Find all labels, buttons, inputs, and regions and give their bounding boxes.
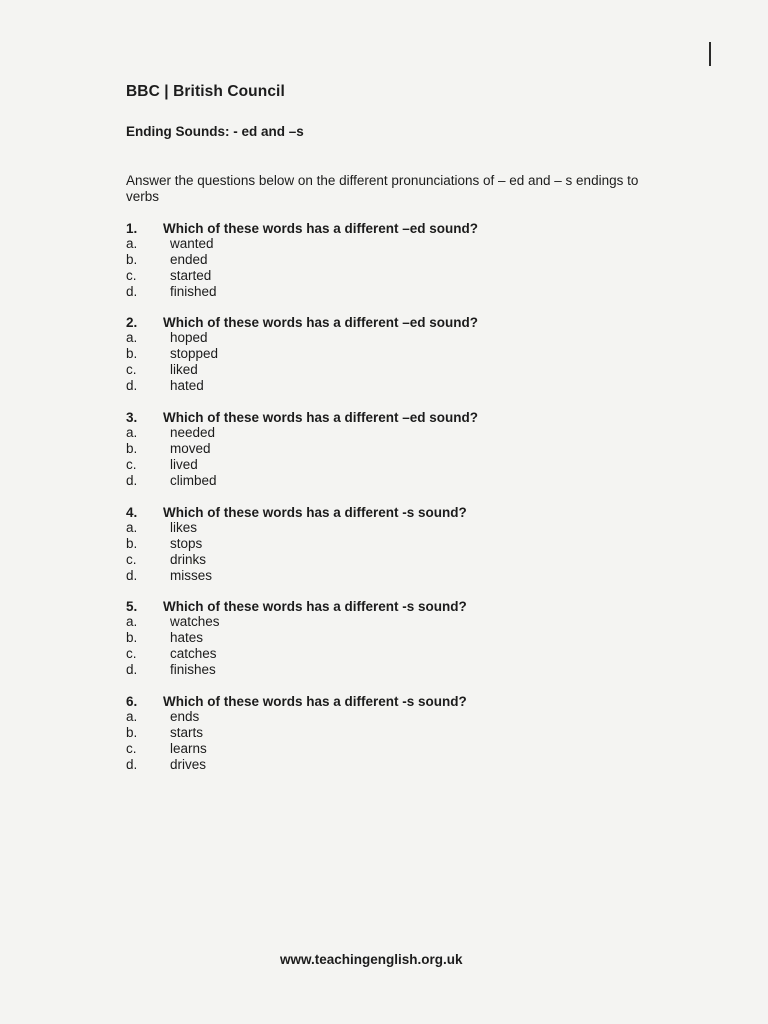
- question-number: 2.: [126, 314, 138, 330]
- option-word: misses: [170, 567, 213, 583]
- answer-option: [126, 441, 646, 457]
- answer-option: [126, 330, 646, 346]
- option-letter: a.: [126, 330, 138, 346]
- option-letter: a.: [126, 425, 138, 441]
- answer-option: [126, 377, 646, 393]
- option-word: finishes: [170, 661, 216, 677]
- option-word: finished: [170, 283, 217, 299]
- question-text: Which of these words has a different –ed sound?: [163, 314, 479, 330]
- option-letter: c.: [126, 645, 137, 661]
- option-letter: c.: [126, 361, 137, 377]
- option-letter: d.: [126, 661, 138, 677]
- option-word: likes: [170, 520, 198, 536]
- question-text: Which of these words has a different -s sound?: [163, 693, 467, 709]
- question-number: 6.: [126, 693, 138, 709]
- question-text: Which of these words has a different -s sound?: [163, 598, 467, 614]
- question-number: 5.: [126, 598, 138, 614]
- answer-option: [126, 236, 646, 252]
- answer-option: [126, 661, 646, 677]
- option-letter: b.: [126, 346, 138, 362]
- option-word: started: [170, 267, 212, 283]
- question-number: 4.: [126, 504, 138, 520]
- question-3: [126, 409, 646, 488]
- answer-option: [126, 709, 646, 725]
- question-number: 1.: [126, 220, 138, 236]
- instructions-text: Answer the questions below on the different pronunciations of – ed and – s endings to verbs: [126, 173, 639, 204]
- option-letter: b.: [126, 630, 138, 646]
- question-heading: [126, 409, 646, 425]
- answer-option: [126, 567, 646, 583]
- question-text: Which of these words has a different –ed sound?: [163, 409, 479, 425]
- option-letter: c.: [126, 740, 137, 756]
- question-5: [126, 598, 646, 677]
- option-word: stops: [170, 536, 203, 552]
- question-heading: [126, 314, 646, 330]
- option-word: needed: [170, 425, 216, 441]
- option-word: moved: [170, 441, 211, 457]
- document-header: BBC | British Council: [126, 83, 285, 100]
- option-word: watches: [170, 614, 220, 630]
- answer-option: [126, 472, 646, 488]
- answer-option: [126, 252, 646, 268]
- option-letter: a.: [126, 614, 138, 630]
- question-text: Which of these words has a different -s sound?: [163, 504, 467, 520]
- option-letter: b.: [126, 441, 138, 457]
- option-word: wanted: [170, 236, 214, 252]
- option-word: stopped: [170, 346, 219, 362]
- answer-option: [126, 268, 646, 284]
- answer-option: [126, 646, 646, 662]
- answer-option: [126, 362, 646, 378]
- option-letter: d.: [126, 756, 138, 772]
- answer-option: [126, 725, 646, 741]
- option-letter: d.: [126, 567, 138, 583]
- option-letter: b.: [126, 536, 138, 552]
- scan-edge-mark: [709, 42, 711, 66]
- answer-option: [126, 756, 646, 772]
- question-6: [126, 693, 646, 772]
- option-letter: c.: [126, 456, 137, 472]
- option-word: liked: [170, 361, 198, 377]
- answer-option: [126, 614, 646, 630]
- question-heading: [126, 220, 646, 236]
- answer-option: [126, 741, 646, 757]
- question-4: [126, 504, 646, 583]
- option-letter: a.: [126, 520, 138, 536]
- option-word: starts: [170, 725, 204, 741]
- option-word: hoped: [170, 330, 208, 346]
- option-letter: c.: [126, 551, 137, 567]
- question-heading: [126, 693, 646, 709]
- option-word: lived: [170, 456, 198, 472]
- option-letter: d.: [126, 472, 138, 488]
- answer-option: [126, 346, 646, 362]
- question-number: 3.: [126, 409, 138, 425]
- option-word: drinks: [170, 551, 207, 567]
- footer-website-link[interactable]: www.teachingenglish.org.uk: [280, 952, 463, 967]
- option-word: learns: [170, 740, 207, 756]
- option-word: ended: [170, 252, 208, 268]
- option-letter: b.: [126, 252, 138, 268]
- option-letter: b.: [126, 725, 138, 741]
- question-heading: [126, 504, 646, 520]
- question-1: [126, 220, 646, 299]
- answer-option: [126, 283, 646, 299]
- option-letter: a.: [126, 236, 138, 252]
- option-word: catches: [170, 645, 217, 661]
- option-word: hates: [170, 630, 204, 646]
- answer-option: [126, 520, 646, 536]
- answer-option: [126, 630, 646, 646]
- question-text: Which of these words has a different –ed sound?: [163, 220, 479, 236]
- option-letter: d.: [126, 377, 138, 393]
- answer-option: [126, 425, 646, 441]
- worksheet-title: Ending Sounds: - ed and –s: [126, 124, 304, 139]
- question-2: [126, 314, 646, 393]
- option-word: hated: [170, 377, 204, 393]
- answer-option: [126, 536, 646, 552]
- option-word: ends: [170, 709, 200, 725]
- question-heading: [126, 598, 646, 614]
- option-letter: c.: [126, 267, 137, 283]
- option-letter: a.: [126, 709, 138, 725]
- option-word: climbed: [170, 472, 217, 488]
- option-word: drives: [170, 756, 207, 772]
- answer-option: [126, 552, 646, 568]
- option-letter: d.: [126, 283, 138, 299]
- answer-option: [126, 457, 646, 473]
